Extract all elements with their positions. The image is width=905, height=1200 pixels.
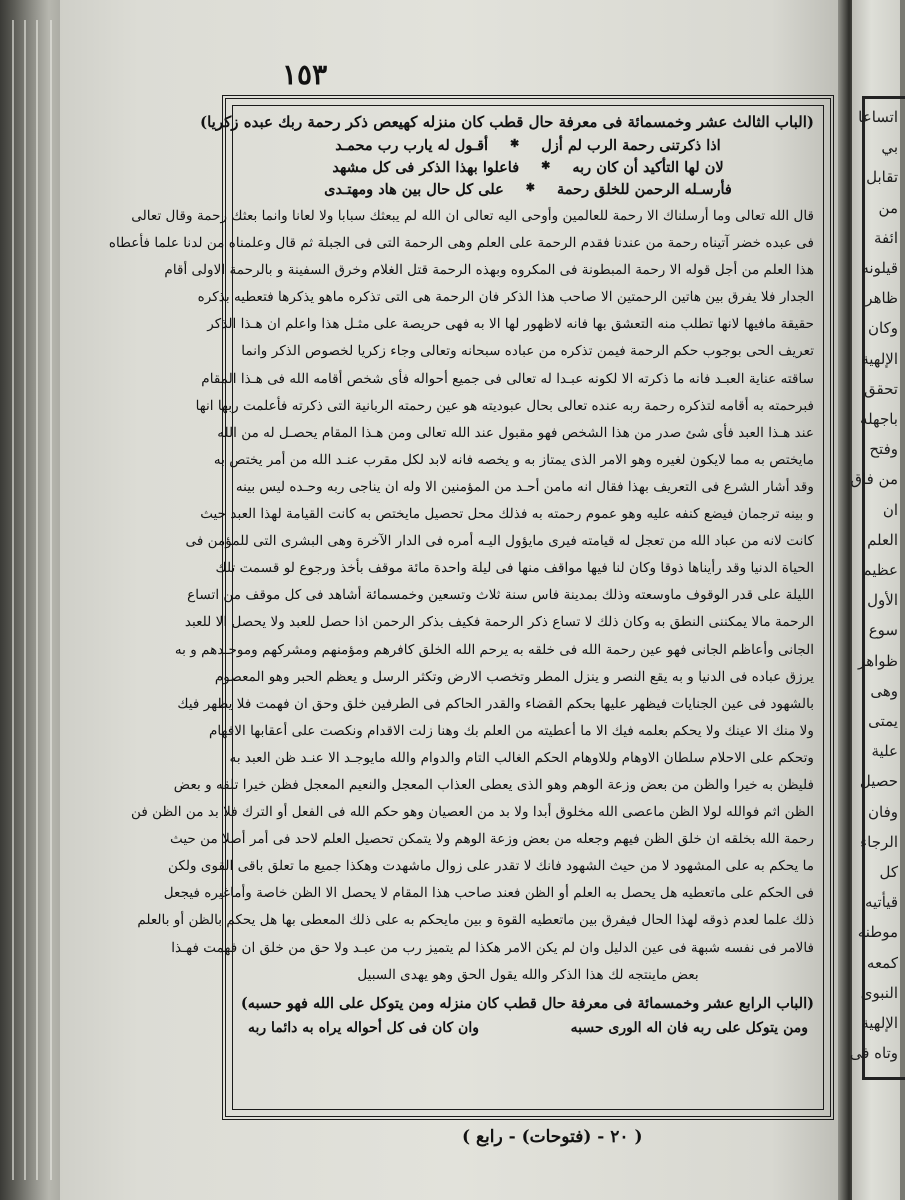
facing-page-word: باجهله [860,410,898,428]
verse-separator-icon: ✱ [510,137,520,150]
verse-line [242,137,814,154]
page-stack-line [36,20,38,1180]
facing-page-word: الإلهية [861,1014,898,1032]
facing-page-word: سوع [868,621,898,640]
facing-page-word: تحقق [864,379,898,398]
body-text-line: مايختص به مما لايكون لغيره وهو الامر الذى يمتاز به و يخصه فانه لابد لكل مقرب عنـد الله من أمر يختص به [213,451,814,468]
verse-hemistich-right: لان لها التأكيد أن كان ربه [572,159,724,176]
body-text-line: ساقته عناية العبـد فانه ما ذكرته الا لكونه عبـدا له تعالى فى جميع أحواله فأى شخص أقامه الله فى هـذا المقام [201,370,814,387]
body-text-line: رحمة الله بخلقه ان خلق الظن فيهم وجعله من بعض وزعة الوهم ولا يتمكن تحصيل العلم لاحد فى أمر أصلا من حيث [169,831,814,848]
facing-page-word: كمعه [866,953,898,972]
verse-hemistich-left: أقـول له يارب رب محمـد [335,137,489,154]
body-text-line: بعض ماينتجه لك هذا الذكر والله يقول الحق وهو يهدى السبيل [357,966,699,983]
facing-page-word: وكان [868,319,898,338]
facing-page-word: وتاه فى [849,1044,898,1063]
page-stack-line [12,20,14,1180]
body-text-line: قال الله تعالى وما أرسلناك الا رحمة للعالمين وأوحى اليه تعالى ان الله لم يبعثك سبابا ولا لعانا وانما بعثك رحمة وقال تعالى [131,208,814,224]
body-text-line: تعريف الحى بوجوب حكم الرحمة فيمن تذكره من عباده سبحانه وتعالى وجاء زكريا لخصوص الذكر وانما [241,343,814,360]
facing-page-edge [849,0,900,1200]
page-number: ١٥٣ [282,58,328,91]
body-text-line: ذلك علما لعدم ذوقه لهذا الحال فيفرق بين ماتعطيه القوة و بين مايحكم به على ذلك المعطى بها هل يحكم بالظن أو بالعلم [137,912,814,929]
facing-page-word: ظواهر [857,651,898,670]
verse-hemistich-right: اذا ذكرتنى رحمة الرب لم أزل [541,137,721,154]
signature-mark: ( ٢٠ - (فتوحات) - رابع ) [462,1127,643,1147]
body-text-line: الليلة على قدر الوقوف ماوسعته وذلك بمدينة فاس سنة ثلاث وتسعين وخمسمائة أشاهد فى كل موقف من اتساع [187,587,814,604]
facing-page-word: قيأتيه [864,893,898,912]
chapter-heading: (الباب الثالث عشر وخمسمائة فى معرفة حال قطب كان منزله كهيعص ذكر رحمة ربك عبده زكريا) [199,113,814,131]
body-text-line: ولا منك الا عينك ولا يحكم بعلمه فيك الا ما أعطيته من العلم بك وهنا زلت الاقدام ونكصت على أعقابها الافهام [208,722,814,739]
facing-page-word: وهى [870,681,898,700]
facing-page-word: الرجاء [860,832,898,851]
body-text-line: الظن اثم فوالله لولا الظن ماعصى الله مخلوق أبدا ولا بد من العصيان وهو حكم الله فى الفعل أو الترك فلا بد من الظن فن [131,804,814,821]
page-stack-line [24,20,26,1180]
facing-page-word: وفان [868,802,898,821]
page-content [108,111,814,1104]
verse-separator-icon: ✱ [541,159,551,172]
facing-page-word: تقابل [866,168,898,187]
body-text-line: كانت لانه من عباد الله من تعجل له قيامته فيرى مايؤول اليـه أمره فى الدار الآخرة وهى البشرى التى للمؤمن فى [185,533,814,550]
next-chapter-verse [242,1020,814,1036]
body-text-line: فالامر فى نفسه شبهة فى عين الدليل وان لم يكن الامر هكذا لم يتميز رب من عبـد ولا حق من خلق ان فهمت فهـذا [171,939,814,956]
body-text-line: فى عبده خضر آتيناه رحمة من عندنا فقدم الرحمة على العلم وهى الرحمة التى فى الجبلة ثم قال وعلمناه من لدنا علما فأعطاه [108,235,814,252]
body-text-line: ما يحكم به على المشهود لا من حيث الشهود فانك لا تقدر على زوال ماشهدت وهكذا جميع ما تعلق باقى القوى ولكن [167,858,814,875]
facing-page-word: من فاق [850,470,898,489]
verse-hemistich-left: فاعلوا بهذا الذكر فى كل مشهد [332,159,520,176]
facing-page-word: حصيل [859,772,898,791]
facing-page-word: ائفة [874,228,898,247]
body-text-line: فى الحكم على ماتعطيه هل يحصل به العلم أو الظن فعند صاحب هذا المقام لا يحصل الا الظن خاصة وأماغيره فيجعل [163,885,814,902]
body-text-line: يرزق عباده فى الدنيا و به يقع النصر و ينزل المطر وتخصب الارض وتكثر الرسل و يعظم الحبر وهو المعصوم [214,668,814,685]
verse-hemistich-left: على كل حال بين هاد ومهتـدى [324,181,504,198]
facing-page-word: يمتى [868,712,898,730]
verse-line [242,181,814,198]
facing-page-word: بي [881,138,898,157]
facing-page-word: الأول [867,591,898,610]
facing-page-word: اتساعا [858,108,898,126]
body-text-line: عند هـذا العبد فأى شئ صدر من هذا الشخص فهو مقبول عند الله تعالى ومن هـذا المقام يحصـل له من الله [217,424,814,441]
verse-hemistich-right: فأرسـله الرحمن للخلق رحمة [556,181,732,198]
body-text-line: الحياة الدنيا وقد رأيناها ذوقا وكان لنا فيها مواقف منها فى ليلة واحدة مائة موقف بأخذ ورجوع لو قسمت تلك [215,560,814,577]
page-stack-line [50,20,52,1180]
facing-page-word: من [878,198,898,217]
facing-page-word: النبوى [860,983,898,1002]
text-frame [108,95,834,1120]
facing-page-word: قيلونه [861,259,898,277]
facing-page-word: كل [879,863,898,881]
body-text-line: بالشهود فى عين الجنايات فيظهر عليها بحكم القضاء والقدر الحاكم فى الطرفين خلق وحق ان فهمت فلا يظهر فيك [177,695,814,712]
body-text-line: الرحمة مالا يمكننى النطق به وكان ذلك لا تساع ذكر الرحمة فكيف بذكر الرحمن اذا حصل للعبد ولا يحصل الا للعبد [184,614,814,631]
next-chapter-heading: (الباب الرابع عشر وخمسمائة فى معرفة حال قطب كان منزله ومن يتوكل على الله فهو حسبه) [240,994,814,1012]
body-text-line: وتحكم على الاحلام سلطان الاوهام وللاوهام الحكم الغالب التام والدوام والله مايوجـد الا عنـد ظن العبد به [229,749,814,766]
body-text-line: حقيقة مافيها لانها تطلب منه التعشق بها فانه لاظهور لها الا به فهى حريصة على مثـل هذا واعلم ان هـذا الذكر [207,316,814,333]
verse-line [242,159,814,176]
facing-page-word: ان [882,500,898,519]
body-text-line: هذا العلم من أجل قوله الا رحمة المبطونة فى المكروه وبهذه الرحمة قتل الغلام وخرق السفينة و بالرحمة الاولى أقام [164,262,814,279]
verse-hemistich-left: وان كان فى كل أحواله يراه به دائما ربه [248,1019,479,1036]
body-text-line: فبرحمته به أقامه لتذكره رحمة ربه عنده تعالى بحال عبوديته هو عين رحمته الربانية التى ذكرته فأعلمت ربها انها [195,397,814,414]
facing-page-word: موطنه [857,923,898,942]
chapter-body [108,203,814,989]
facing-page-word: ظاهر [865,289,898,308]
body-text-line: و بينه ترجمان فيضع كنفه عليه وهو عموم رحمته به فذلك محل تحصيل مايختص به كانت القيامة لهذا العبد حيث [200,506,814,523]
body-text-line: الجانى وأعاظم الجانى فهو عين رحمة الله فى خلقه به يرحم الله الخلق كافرهم ومؤمنهم ومشركهم وموحـدهم و به [174,641,814,658]
body-text-line: الجدار فلا يفرق بين هاتين الرحمتين الا صاحب هذا الذكر فان الرحمة هى التى تذكره ماهو يذكرها فتعطيه بذكره [197,289,814,306]
facing-page-word: وفتح [869,440,898,459]
body-text-line: وقد أشار الشرع فى التعريف بهذا فقال انه مامن أحـد من المؤمنين الا وله ان يناجى ربه وحـده ليس بينه [235,478,814,495]
facing-page-word: العلم [867,530,898,549]
facing-page-word: علية [871,742,898,761]
verse-separator-icon: ✱ [525,181,535,194]
body-text-line: فليظن به خيرا والظن من بعض وزعة الوهم وهو الذى يعطى العذاب المعجل والنعيم المعجل فظن خيرا تلقه و بعض [173,776,814,793]
facing-page-word: عظيم [862,561,898,579]
facing-page-word: الإلهية [861,349,898,368]
verse-hemistich-right: ومن يتوكل على ربه فان اله الورى حسبه [570,1019,808,1036]
